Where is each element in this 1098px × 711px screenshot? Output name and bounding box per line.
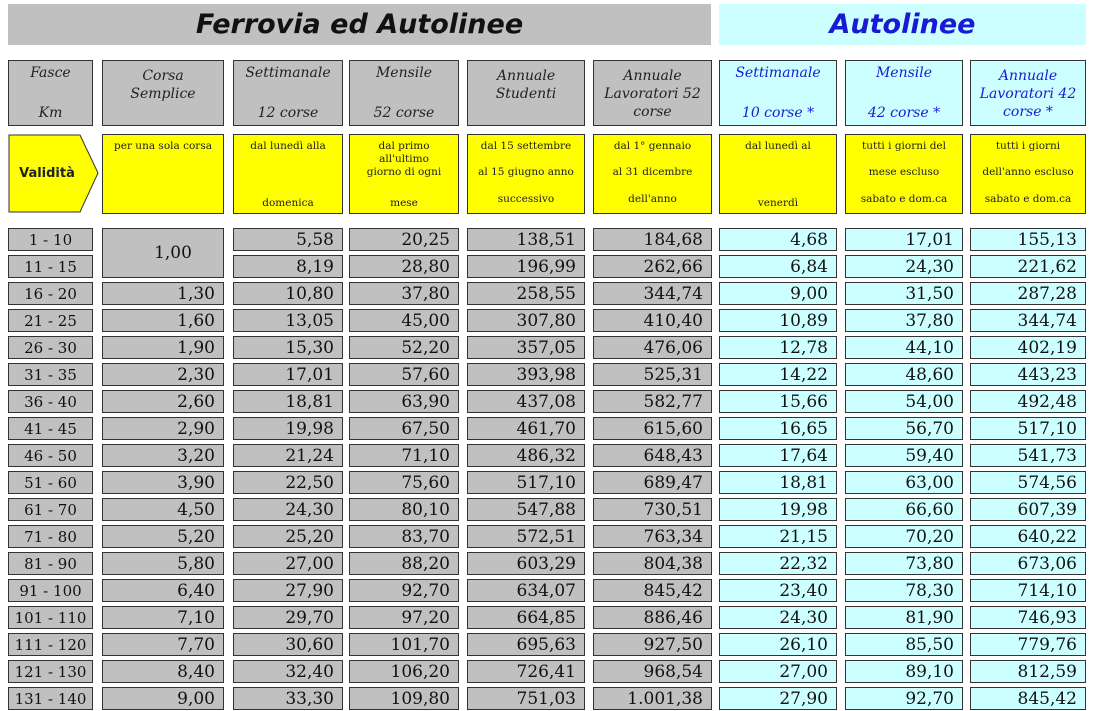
- fare-cell: 582,77: [593, 390, 712, 413]
- validity-cell-8: [970, 134, 1086, 214]
- fare-cell: 4,68: [719, 228, 837, 251]
- fascia-km-cell: 101 - 110: [8, 606, 93, 629]
- fare-cell: 92,70: [845, 687, 963, 710]
- fare-cell: 393,98: [467, 363, 585, 386]
- fare-cell: 78,30: [845, 579, 963, 602]
- fare-cell: 2,90: [102, 417, 224, 440]
- fare-cell: 27,90: [719, 687, 837, 710]
- fare-cell: 437,08: [467, 390, 585, 413]
- fare-cell: 109,80: [349, 687, 459, 710]
- fare-cell: 56,70: [845, 417, 963, 440]
- fare-cell: 44,10: [845, 336, 963, 359]
- fare-cell: 15,66: [719, 390, 837, 413]
- validity-text-top: dal lunedì alla: [250, 140, 326, 152]
- fare-cell: 1.001,38: [593, 687, 712, 710]
- column-header-text: 10 corse *: [741, 104, 815, 121]
- validity-text-top: dal 15 settembre al 15 giugno anno successivo: [478, 140, 574, 205]
- fare-cell: 184,68: [593, 228, 712, 251]
- fare-cell: 30,60: [233, 633, 343, 656]
- fare-cell: 5,58: [233, 228, 343, 251]
- fare-cell: 80,10: [349, 498, 459, 521]
- column-header-1: [102, 60, 224, 126]
- column-header-4: [467, 60, 585, 126]
- validity-cell-2: [233, 134, 343, 214]
- validity-text-bottom: domenica: [262, 196, 314, 209]
- fare-cell: 85,50: [845, 633, 963, 656]
- column-header-8: [970, 60, 1086, 126]
- fare-cell: 89,10: [845, 660, 963, 683]
- column-header-text: Fasce: [30, 65, 71, 81]
- fare-cell: 19,98: [233, 417, 343, 440]
- column-header-2: [233, 60, 343, 126]
- fare-cell: 48,60: [845, 363, 963, 386]
- fare-cell: 547,88: [467, 498, 585, 521]
- fare-cell: 1,60: [102, 309, 224, 332]
- fare-cell: 6,40: [102, 579, 224, 602]
- validity-text-top: dal primo all'ultimo giorno di ogni: [366, 140, 442, 179]
- column-header-7: [845, 60, 963, 126]
- fare-cell: 15,30: [233, 336, 343, 359]
- fascia-km-cell: 41 - 45: [8, 417, 93, 440]
- fascia-km-cell: 51 - 60: [8, 471, 93, 494]
- fare-cell: 3,90: [102, 471, 224, 494]
- column-header-text: Settimanale: [245, 65, 331, 81]
- fare-cell: 155,13: [970, 228, 1086, 251]
- fare-cell: 258,55: [467, 282, 585, 305]
- fare-cell: 63,00: [845, 471, 963, 494]
- fare-cell: 8,40: [102, 660, 224, 683]
- fare-cell: 92,70: [349, 579, 459, 602]
- fare-cell: 664,85: [467, 606, 585, 629]
- fare-cell: 5,80: [102, 552, 224, 575]
- column-header-text: Km: [38, 104, 63, 121]
- fare-cell: 344,74: [593, 282, 712, 305]
- fare-cell: 73,80: [845, 552, 963, 575]
- fare-cell: 18,81: [233, 390, 343, 413]
- fare-cell: 886,46: [593, 606, 712, 629]
- column-header-text: Annuale Lavoratori 52 corse: [604, 68, 701, 121]
- fascia-km-cell: 46 - 50: [8, 444, 93, 467]
- fare-cell: 27,90: [233, 579, 343, 602]
- fascia-km-cell: 111 - 120: [8, 633, 93, 656]
- column-header-text: Mensile: [375, 65, 433, 81]
- fare-cell: 730,51: [593, 498, 712, 521]
- validity-cell-6: [719, 134, 837, 214]
- fare-cell: 138,51: [467, 228, 585, 251]
- fascia-km-cell: 91 - 100: [8, 579, 93, 602]
- validity-text-top: tutti i giorni dell'anno escluso sabato e dom.ca: [982, 140, 1074, 205]
- fare-cell: 33,30: [233, 687, 343, 710]
- fare-cell: 20,25: [349, 228, 459, 251]
- validity-text-top: dal lunedì al: [745, 140, 811, 152]
- fare-cell: 45,00: [349, 309, 459, 332]
- fare-cell: 9,00: [102, 687, 224, 710]
- fascia-km-cell: 81 - 90: [8, 552, 93, 575]
- fare-cell: 10,89: [719, 309, 837, 332]
- fare-cell: 7,70: [102, 633, 224, 656]
- fare-cell: 461,70: [467, 417, 585, 440]
- column-header-5: [593, 60, 712, 126]
- fare-cell: 1,90: [102, 336, 224, 359]
- fare-cell: 22,50: [233, 471, 343, 494]
- validity-text-top: dal 1° gennaio al 31 dicembre dell'anno: [612, 140, 693, 205]
- column-header-text: 52 corse: [373, 104, 435, 121]
- fare-cell: 607,39: [970, 498, 1086, 521]
- fare-cell: 402,19: [970, 336, 1086, 359]
- fascia-km-cell: 16 - 20: [8, 282, 93, 305]
- fare-cell: 673,06: [970, 552, 1086, 575]
- fare-cell: 3,20: [102, 444, 224, 467]
- fare-cell: 443,23: [970, 363, 1086, 386]
- fascia-km-cell: 31 - 35: [8, 363, 93, 386]
- fare-cell: 17,01: [845, 228, 963, 251]
- fare-cell: 486,32: [467, 444, 585, 467]
- fare-cell: 1,30: [102, 282, 224, 305]
- fare-cell: 19,98: [719, 498, 837, 521]
- fare-cell: 37,80: [349, 282, 459, 305]
- fare-cell: 17,64: [719, 444, 837, 467]
- title-autolinee: Autolinee: [719, 4, 1086, 45]
- fare-cell: 26,10: [719, 633, 837, 656]
- fare-cell: 16,65: [719, 417, 837, 440]
- fare-cell: 28,80: [349, 255, 459, 278]
- fare-cell: 689,47: [593, 471, 712, 494]
- column-header-text: Corsa Semplice: [130, 68, 196, 103]
- validity-text-bottom: venerdì: [757, 196, 799, 209]
- fare-cell: 59,40: [845, 444, 963, 467]
- validity-cell-5: [593, 134, 712, 214]
- validita-label: Validità: [19, 165, 75, 181]
- fare-cell: 97,20: [349, 606, 459, 629]
- fare-cell: 927,50: [593, 633, 712, 656]
- validity-cell-7: [845, 134, 963, 214]
- fare-cell: 714,10: [970, 579, 1086, 602]
- fare-cell: 9,00: [719, 282, 837, 305]
- fare-cell: 67,50: [349, 417, 459, 440]
- fare-cell: 2,60: [102, 390, 224, 413]
- fare-cell: 22,32: [719, 552, 837, 575]
- column-header-0: [8, 60, 93, 126]
- fare-cell: 83,70: [349, 525, 459, 548]
- fare-cell: 603,29: [467, 552, 585, 575]
- fare-cell: 779,76: [970, 633, 1086, 656]
- fare-cell: 6,84: [719, 255, 837, 278]
- fare-cell: 54,00: [845, 390, 963, 413]
- fare-cell: 10,80: [233, 282, 343, 305]
- fare-cell: 541,73: [970, 444, 1086, 467]
- fare-cell: 106,20: [349, 660, 459, 683]
- validity-text-top: per una sola corsa: [114, 140, 212, 152]
- fare-cell: 574,56: [970, 471, 1086, 494]
- column-header-text: 12 corse: [257, 104, 319, 121]
- fare-cell: 763,34: [593, 525, 712, 548]
- column-header-6: [719, 60, 837, 126]
- fare-cell: 221,62: [970, 255, 1086, 278]
- fascia-km-cell: 21 - 25: [8, 309, 93, 332]
- fare-cell: 726,41: [467, 660, 585, 683]
- fare-cell: 492,48: [970, 390, 1086, 413]
- fare-cell: 525,31: [593, 363, 712, 386]
- fascia-km-cell: 61 - 70: [8, 498, 93, 521]
- fare-cell: 845,42: [593, 579, 712, 602]
- fare-cell: 476,06: [593, 336, 712, 359]
- fare-cell: 572,51: [467, 525, 585, 548]
- fare-cell: 615,60: [593, 417, 712, 440]
- fare-cell: 14,22: [719, 363, 837, 386]
- fare-cell: 804,38: [593, 552, 712, 575]
- fare-cell: 287,28: [970, 282, 1086, 305]
- fare-cell: 751,03: [467, 687, 585, 710]
- fascia-km-cell: 11 - 15: [8, 255, 93, 278]
- fare-cell: 66,60: [845, 498, 963, 521]
- fare-cell: 410,40: [593, 309, 712, 332]
- fare-cell: 18,81: [719, 471, 837, 494]
- fare-cell: 634,07: [467, 579, 585, 602]
- fare-cell: 344,74: [970, 309, 1086, 332]
- fare-cell: 357,05: [467, 336, 585, 359]
- fare-cell: 307,80: [467, 309, 585, 332]
- fare-cell: 75,60: [349, 471, 459, 494]
- fare-cell: 8,19: [233, 255, 343, 278]
- column-header-text: 42 corse *: [867, 104, 941, 121]
- fare-cell: 4,50: [102, 498, 224, 521]
- fascia-km-cell: 121 - 130: [8, 660, 93, 683]
- validity-cell-4: [467, 134, 585, 214]
- column-header-text: Annuale Studenti: [495, 68, 557, 103]
- fare-cell: 27,00: [233, 552, 343, 575]
- fare-cell: 57,60: [349, 363, 459, 386]
- fascia-km-cell: 131 - 140: [8, 687, 93, 710]
- fare-cell: 27,00: [719, 660, 837, 683]
- fare-cell: 21,24: [233, 444, 343, 467]
- fare-cell: 5,20: [102, 525, 224, 548]
- validita-arrow: [8, 134, 92, 212]
- fare-cell: 968,54: [593, 660, 712, 683]
- fare-cell: 648,43: [593, 444, 712, 467]
- fare-cell: 21,15: [719, 525, 837, 548]
- fare-cell: 746,93: [970, 606, 1086, 629]
- fare-cell: 32,40: [233, 660, 343, 683]
- validity-text-bottom: mese: [390, 196, 418, 209]
- fare-cell: 517,10: [970, 417, 1086, 440]
- fare-cell: 24,30: [719, 606, 837, 629]
- fare-cell: 70,20: [845, 525, 963, 548]
- fare-cell: 13,05: [233, 309, 343, 332]
- fare-cell: 695,63: [467, 633, 585, 656]
- fare-cell: 23,40: [719, 579, 837, 602]
- fare-cell: 25,20: [233, 525, 343, 548]
- validity-cell-1: [102, 134, 224, 214]
- column-header-text: Annuale Lavoratori 42 corse *: [979, 68, 1077, 121]
- fare-cell: 17,01: [233, 363, 343, 386]
- fare-cell: 1,00: [102, 228, 224, 278]
- fare-cell: 812,59: [970, 660, 1086, 683]
- fare-cell: 63,90: [349, 390, 459, 413]
- fare-cell: 262,66: [593, 255, 712, 278]
- fare-cell: 2,30: [102, 363, 224, 386]
- fare-cell: 845,42: [970, 687, 1086, 710]
- column-header-3: [349, 60, 459, 126]
- fare-cell: 29,70: [233, 606, 343, 629]
- fare-cell: 24,30: [233, 498, 343, 521]
- fascia-km-cell: 1 - 10: [8, 228, 93, 251]
- fare-cell: 71,10: [349, 444, 459, 467]
- fare-cell: 24,30: [845, 255, 963, 278]
- fare-cell: 640,22: [970, 525, 1086, 548]
- column-header-text: Settimanale: [735, 65, 821, 81]
- fare-cell: 196,99: [467, 255, 585, 278]
- fascia-km-cell: 36 - 40: [8, 390, 93, 413]
- fare-cell: 37,80: [845, 309, 963, 332]
- fascia-km-cell: 26 - 30: [8, 336, 93, 359]
- fare-cell: 101,70: [349, 633, 459, 656]
- validity-text-top: tutti i giorni del mese escluso sabato e dom.ca: [860, 140, 948, 205]
- fascia-km-cell: 71 - 80: [8, 525, 93, 548]
- fare-cell: 31,50: [845, 282, 963, 305]
- column-header-text: Mensile: [875, 65, 933, 81]
- validity-cell-3: [349, 134, 459, 214]
- fare-cell: 517,10: [467, 471, 585, 494]
- fare-cell: 88,20: [349, 552, 459, 575]
- fare-cell: 7,10: [102, 606, 224, 629]
- title-ferrovia-autolinee: Ferrovia ed Autolinee: [8, 4, 711, 45]
- fare-cell: 12,78: [719, 336, 837, 359]
- fare-cell: 81,90: [845, 606, 963, 629]
- fare-cell: 52,20: [349, 336, 459, 359]
